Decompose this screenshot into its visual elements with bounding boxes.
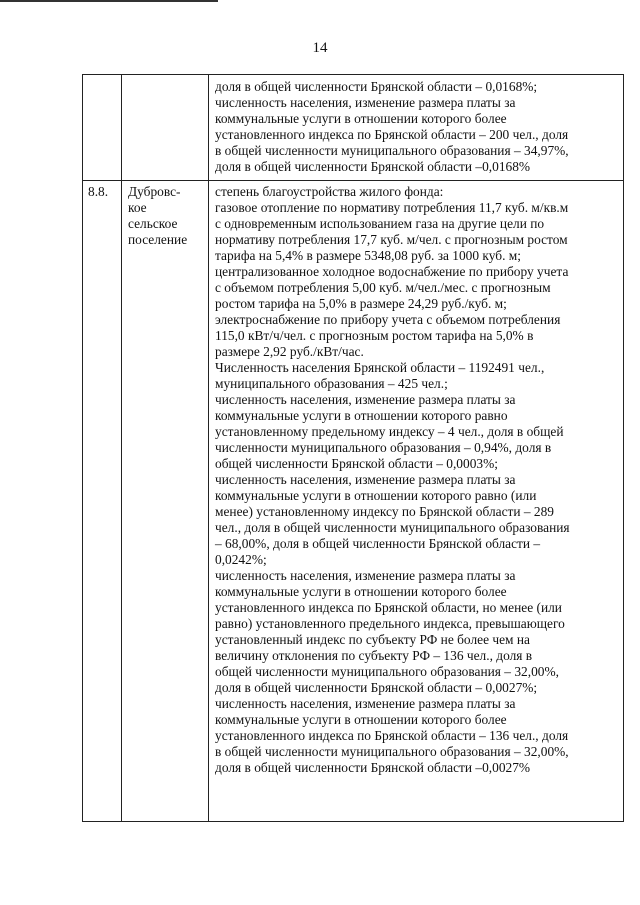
- text-line: общей численности Брянской области – 0,0003%;: [215, 456, 498, 471]
- text-line: коммунальные услуги в отношении которого более: [215, 712, 507, 727]
- row-divider: [83, 180, 623, 181]
- text-line: нормативу потребления 17,7 куб. м/чел. с прогнозным ростом: [215, 232, 568, 247]
- name-line: поселение: [128, 232, 188, 247]
- text-line: ростом тарифа на 5,0% в размере 24,29 руб./куб. м;: [215, 296, 507, 311]
- text-line: коммунальные услуги в отношении которого более: [215, 111, 507, 126]
- text-line: коммунальные услуги в отношении которого равно: [215, 408, 508, 423]
- text-line: в общей численности муниципального образования – 34,97%,: [215, 143, 569, 158]
- text-line: – 68,00%, доля в общей численности Брянской области –: [215, 536, 541, 551]
- settlement-name: [128, 184, 206, 248]
- text-line: установленного индекса по Брянской области – 200 чел., доля: [215, 127, 569, 142]
- text-line: в общей численности муниципального образования – 32,00%,: [215, 744, 569, 759]
- text-line: с объемом потребления 5,00 куб. м/чел./мес. с прогнозным: [215, 280, 551, 295]
- text-line: менее) установленному индексу по Брянской области – 289: [215, 504, 555, 519]
- text-line: численность населения, изменение размера платы за: [215, 472, 516, 487]
- text-line: размере 2,92 руб./кВт/час.: [215, 344, 364, 359]
- text-line: величину отклонения по субъекту РФ – 136 чел., доля в: [215, 648, 533, 663]
- text-line: численность населения, изменение размера платы за: [215, 392, 516, 407]
- name-line: Дубровс-: [128, 184, 181, 199]
- text-line: доля в общей численности Брянской области –0,0027%: [215, 760, 531, 775]
- text-line: с одновременным использованием газа на другие цели по: [215, 216, 545, 231]
- text-line: муниципального образования – 425 чел.;: [215, 376, 448, 391]
- top-rule: [0, 0, 218, 2]
- text-line: 0,0242%;: [215, 552, 267, 567]
- text-line: степень благоустройства жилого фонда:: [215, 184, 444, 199]
- text-line: газовое отопление по нормативу потребления 11,7 куб. м/кв.м: [215, 200, 569, 215]
- text-line: численность населения, изменение размера платы за: [215, 95, 516, 110]
- page-number: 14: [312, 40, 328, 56]
- text-line: численности муниципального образования – 0,94%, доля в: [215, 440, 552, 455]
- column-divider-1: [121, 75, 122, 821]
- text-line: численность населения, изменение размера платы за: [215, 696, 516, 711]
- text-line: установленному предельному индексу – 4 чел., доля в общей: [215, 424, 564, 439]
- text-line: доля в общей численности Брянской области – 0,0027%;: [215, 680, 538, 695]
- column-divider-2: [208, 75, 209, 821]
- text-line: установленный индекс по субъекту РФ не более чем на: [215, 632, 530, 647]
- name-line: сельское: [128, 216, 178, 231]
- text-line: установленного индекса по Брянской области – 136 чел., доля: [215, 728, 569, 743]
- text-line: электроснабжение по прибору учета с объемом потребления: [215, 312, 561, 327]
- text-line: доля в общей численности Брянской области –0,0168%: [215, 159, 531, 174]
- text-line: Численность населения Брянской области – 1192491 чел.,: [215, 360, 545, 375]
- text-line: коммунальные услуги в отношении которого равно (или: [215, 488, 537, 503]
- continued-row-content: [215, 79, 621, 175]
- text-line: 115,0 кВт/ч/чел. с прогнозным ростом тарифа на 5,0% в: [215, 328, 534, 343]
- text-line: общей численности муниципального образования – 32,00%,: [215, 664, 559, 679]
- name-line: кое: [128, 200, 147, 215]
- text-line: численность населения, изменение размера платы за: [215, 568, 516, 583]
- data-table: [82, 74, 624, 822]
- text-line: централизованное холодное водоснабжение по прибору учета: [215, 264, 569, 279]
- row-number: 8.8.: [88, 184, 109, 199]
- text-line: доля в общей численности Брянской области – 0,0168%;: [215, 79, 538, 94]
- text-line: чел., доля в общей численности муниципального образования: [215, 520, 570, 535]
- text-line: тарифа на 5,4% в размере 5348,08 руб. за 1000 куб. м;: [215, 248, 521, 263]
- text-line: равно) установленного предельного индекса, превышающего: [215, 616, 565, 631]
- row-8-8-content: [215, 184, 621, 776]
- text-line: установленного индекса по Брянской области, но менее (или: [215, 600, 562, 615]
- text-line: коммунальные услуги в отношении которого более: [215, 584, 507, 599]
